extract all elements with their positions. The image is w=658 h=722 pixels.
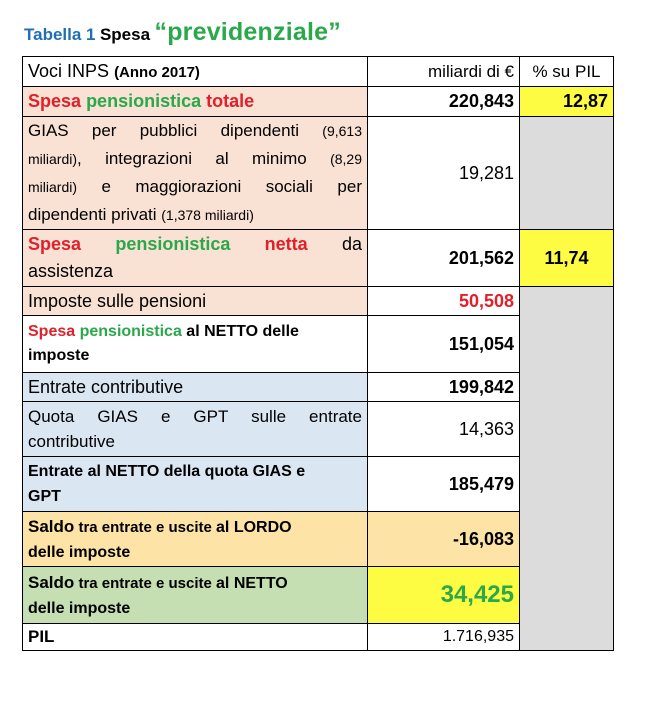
row-value-imposte: 50,508 (368, 287, 520, 316)
caption-label: Tabella 1 (24, 25, 96, 44)
caption-word: Spesa (99, 25, 151, 44)
row-label-imposte: Imposte sulle pensioni (23, 287, 368, 316)
row-label-entrate: Entrate contributive (23, 373, 368, 402)
row-pct-spesa-netta: 11,74 (520, 230, 614, 287)
row-value-pil: 1.716,935 (368, 624, 520, 651)
header-col-miliardi: miliardi di € (368, 57, 520, 87)
row-label-gias: GIAS per pubblici dipendenti (9,613 miliardi), integrazioni al minimo (8,29 miliardi) e maggiorazioni sociali per dipendenti privati (1,378 miliardi) (23, 117, 368, 230)
row-value-saldo-netto: 34,425 (368, 567, 520, 624)
pct-column-filler (520, 287, 614, 651)
row-pct-gias (520, 117, 614, 230)
row-label-spesa-netta: Spesa pensionistica netta da assistenza (23, 230, 368, 287)
table-row (23, 87, 614, 117)
caption-quoted: “previdenziale” (154, 18, 341, 46)
row-label-quota-gias: Quota GIAS e GPT sulle entrate contributive (23, 402, 368, 457)
row-label-saldo-netto: Saldo tra entrate e uscite al NETTO delle imposte (23, 567, 368, 624)
row-label-saldo-lordo: Saldo tra entrate e uscite al LORDO delle imposte (23, 512, 368, 567)
row-value-quota-gias: 14,363 (368, 402, 520, 457)
row-value-spesa-netta: 201,562 (368, 230, 520, 287)
header-row (23, 57, 614, 87)
row-value-entrate-netto: 185,479 (368, 457, 520, 512)
table-caption (24, 18, 341, 52)
row-value-saldo-lordo: -16,083 (368, 512, 520, 567)
inps-table (22, 56, 614, 651)
row-pct-spesa-totale: 12,87 (520, 87, 614, 117)
row-label-spesa-totale: Spesa pensionistica totale (23, 87, 368, 117)
row-value-entrate: 199,842 (368, 373, 520, 402)
table-row (23, 230, 614, 287)
table-row (23, 287, 614, 316)
row-label-spesa-netto-imposte: Spesa pensionistica al NETTO delle imposte (23, 316, 368, 373)
row-label-pil: PIL (23, 624, 368, 651)
row-value-spesa-totale: 220,843 (368, 87, 520, 117)
header-col-pil: % su PIL (520, 57, 614, 87)
header-col-voci: Voci INPS (Anno 2017) (23, 57, 368, 87)
row-value-spesa-netto-imposte: 151,054 (368, 316, 520, 373)
row-label-entrate-netto: Entrate al NETTO della quota GIAS e GPT (23, 457, 368, 512)
row-value-gias: 19,281 (368, 117, 520, 230)
table-row (23, 117, 614, 230)
